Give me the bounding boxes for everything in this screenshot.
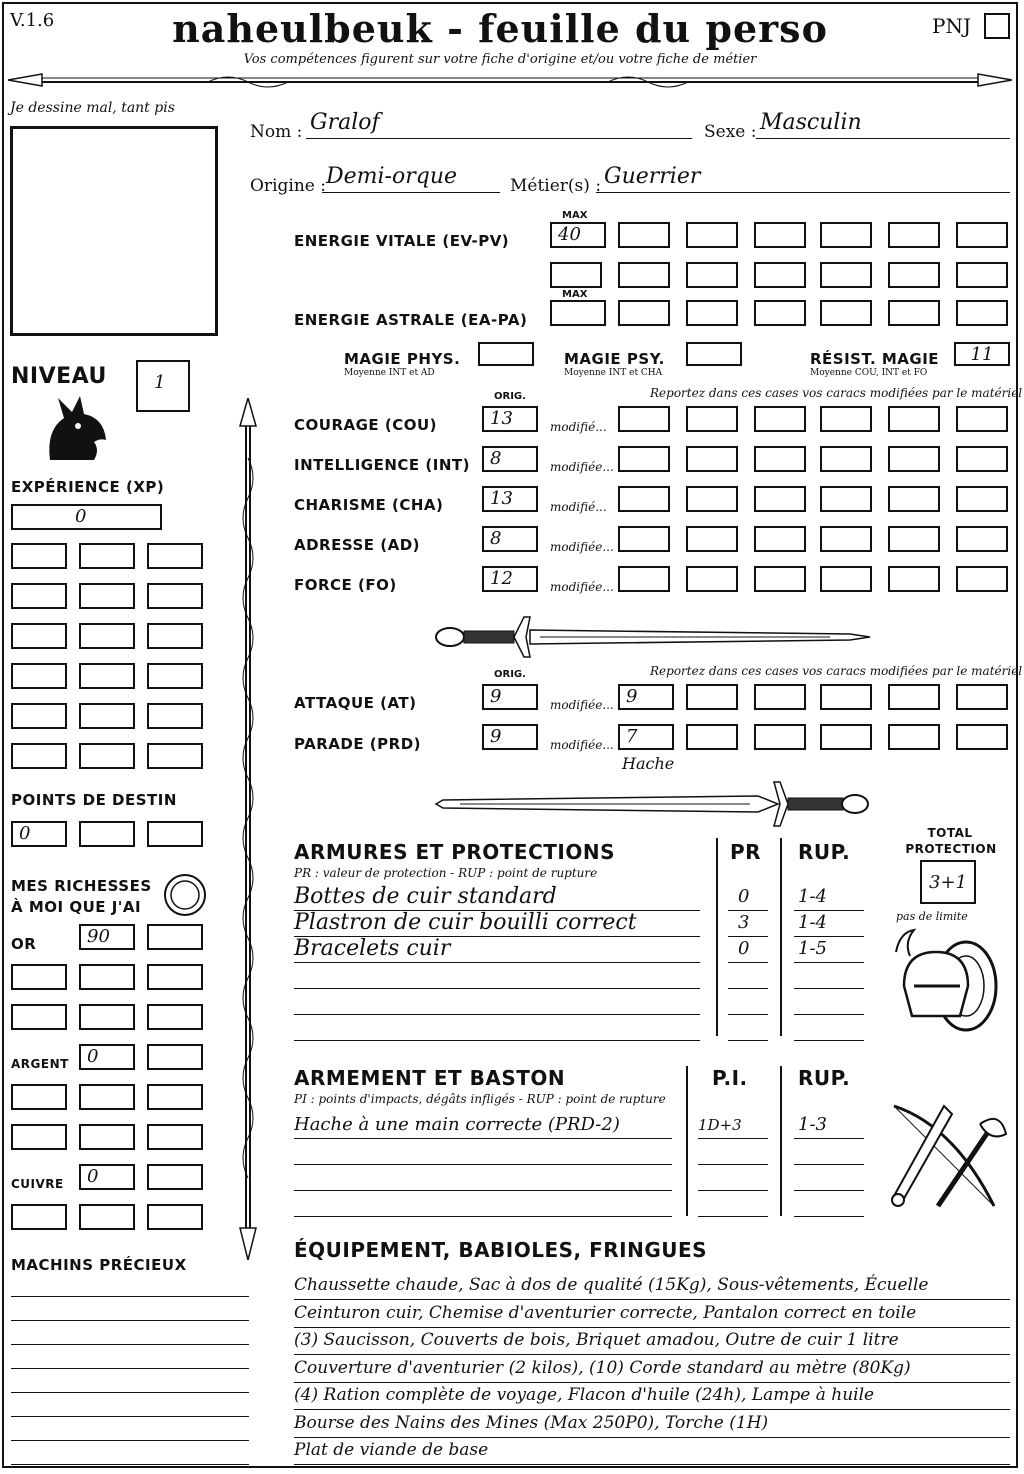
- at-mod-box[interactable]: [820, 684, 872, 710]
- resist-magie-sub: Moyenne COU, INT et FO: [810, 368, 928, 378]
- magie-psy-sub: Moyenne INT et CHA: [564, 368, 663, 378]
- equipement-line[interactable]: [294, 1437, 1010, 1465]
- resist-magie-value: 11: [970, 344, 994, 365]
- xp-box[interactable]: [11, 623, 67, 649]
- xp-box[interactable]: [79, 743, 135, 769]
- arme-pi-field[interactable]: [698, 1164, 768, 1191]
- or-box[interactable]: [11, 1004, 67, 1030]
- arme-pi: 1D+3: [698, 1116, 742, 1134]
- xp-box[interactable]: [11, 583, 67, 609]
- total-note: pas de limite: [896, 910, 968, 923]
- carac-mod-box[interactable]: [956, 486, 1008, 512]
- armure-pr-field[interactable]: [728, 910, 768, 937]
- cuivre-box[interactable]: [79, 1204, 135, 1230]
- arme-pi-field[interactable]: [698, 1112, 768, 1139]
- ev-box[interactable]: [956, 262, 1008, 288]
- page-title: naheulbeuk - feuille du perso: [172, 6, 828, 51]
- armure-name-field[interactable]: [294, 910, 700, 937]
- portrait-box[interactable]: [10, 126, 218, 336]
- carac-mod-box[interactable]: [754, 446, 806, 472]
- carac-mod-box[interactable]: [618, 486, 670, 512]
- at-mod-label: modifiée...: [550, 698, 614, 712]
- carac-label: ADRESSE (AD): [294, 536, 421, 554]
- carac-mod-box[interactable]: [754, 406, 806, 432]
- carac-mod-label: modifiée...: [550, 460, 614, 474]
- cuivre-box[interactable]: [147, 1204, 203, 1230]
- cuivre-value: 0: [87, 1166, 99, 1187]
- xp-box[interactable]: [147, 583, 203, 609]
- destin-label: POINTS DE DESTIN: [11, 791, 177, 809]
- armure-rup: 1-4: [798, 886, 827, 907]
- carac-mod-box[interactable]: [618, 566, 670, 592]
- arme-name: Hache à une main correcte (PRD-2): [294, 1114, 620, 1135]
- nom-value: Gralof: [310, 110, 380, 135]
- ev-box[interactable]: [618, 222, 670, 248]
- origine-value: Demi-orque: [326, 164, 458, 189]
- carac-mod-box[interactable]: [956, 406, 1008, 432]
- ea-box[interactable]: [888, 300, 940, 326]
- argent-box[interactable]: [11, 1084, 67, 1110]
- at-mod-box[interactable]: [618, 684, 674, 710]
- destin-box[interactable]: [11, 821, 67, 847]
- carac-mod-box[interactable]: [754, 566, 806, 592]
- armure-pr-field[interactable]: [728, 962, 768, 989]
- xp-box[interactable]: [79, 543, 135, 569]
- xp-box[interactable]: [79, 703, 135, 729]
- at-mod-box[interactable]: [686, 684, 738, 710]
- carac-mod-label: modifiée...: [550, 540, 614, 554]
- carac-mod-box[interactable]: [888, 486, 940, 512]
- armement-title: ARMEMENT ET BASTON: [294, 1066, 566, 1090]
- carac-orig-box[interactable]: [482, 566, 538, 592]
- sword-icon: [430, 612, 875, 662]
- armure-pr-field[interactable]: [728, 988, 768, 1015]
- or-value: 90: [87, 926, 110, 947]
- version-label: V.1.6: [10, 10, 55, 31]
- ev-max-value: 40: [558, 224, 581, 245]
- argent-box[interactable]: [147, 1124, 203, 1150]
- carac-mod-box[interactable]: [686, 406, 738, 432]
- ev-box[interactable]: [820, 262, 872, 288]
- total-protection-value: 3+1: [929, 872, 967, 893]
- carac-orig-box[interactable]: [482, 526, 538, 552]
- armure-name-field[interactable]: [294, 936, 700, 963]
- richesses-label: MES RICHESSES: [11, 877, 152, 895]
- argent-box[interactable]: [79, 1124, 135, 1150]
- resist-magie-label: RÉSIST. MAGIE: [810, 350, 940, 368]
- precieux-label: MACHINS PRÉCIEUX: [11, 1256, 187, 1274]
- destin-value: 0: [19, 823, 31, 844]
- arme-rup-field[interactable]: [794, 1190, 864, 1217]
- dragon-icon: [40, 392, 106, 464]
- armure-pr: 3: [738, 912, 750, 933]
- argent-box[interactable]: [79, 1044, 135, 1070]
- precieux-line[interactable]: [11, 1442, 249, 1465]
- ea-box[interactable]: [754, 300, 806, 326]
- xp-box[interactable]: [147, 543, 203, 569]
- xp-box[interactable]: [79, 623, 135, 649]
- arme-pi-field[interactable]: [698, 1190, 768, 1217]
- xp-box[interactable]: [147, 623, 203, 649]
- ea-box[interactable]: [956, 300, 1008, 326]
- carac-mod-box[interactable]: [820, 526, 872, 552]
- carac-orig-value: 13: [490, 408, 513, 429]
- or-box[interactable]: [147, 1004, 203, 1030]
- carac-mod-box[interactable]: [686, 486, 738, 512]
- or-box[interactable]: [79, 1004, 135, 1030]
- niveau-box[interactable]: [136, 360, 190, 412]
- nom-label: Nom :: [250, 122, 303, 142]
- xp-value: 0: [75, 506, 87, 527]
- magie-psy-label: MAGIE PSY.: [564, 350, 665, 368]
- equipement-text: Ceinturon cuir, Chemise d'aventurier correcte, Pantalon correct en toile: [294, 1302, 917, 1323]
- ev-box[interactable]: [686, 262, 738, 288]
- weapons-icon: [884, 1096, 1008, 1216]
- coin-icon: [162, 872, 208, 918]
- carac-mod-box[interactable]: [956, 526, 1008, 552]
- prd-mod-box[interactable]: [888, 724, 940, 750]
- armure-rup: 1-5: [798, 938, 827, 959]
- prd-mod-label: modifiée...: [550, 738, 614, 752]
- carac-label: FORCE (FO): [294, 576, 397, 594]
- armure-name-field[interactable]: [294, 1014, 700, 1041]
- ev-box[interactable]: [686, 222, 738, 248]
- carac-mod-label: modifié...: [550, 420, 607, 434]
- ev-box[interactable]: [618, 262, 670, 288]
- armure-rup-field[interactable]: [794, 962, 864, 989]
- xp-box[interactable]: [147, 743, 203, 769]
- column-divider: [686, 1066, 688, 1216]
- weapon-note: Hache: [622, 754, 675, 773]
- carac-mod-box[interactable]: [686, 566, 738, 592]
- xp-box[interactable]: [11, 543, 67, 569]
- equipement-line[interactable]: [294, 1410, 1010, 1438]
- column-divider: [780, 1066, 782, 1216]
- equipement-line[interactable]: [294, 1327, 1010, 1355]
- column-divider: [780, 838, 782, 1036]
- armure-pr: 0: [738, 938, 750, 959]
- carac-mod-box[interactable]: [888, 526, 940, 552]
- spear-divider-icon: [8, 68, 1012, 96]
- precieux-line[interactable]: [11, 1418, 249, 1441]
- prd-label: PARADE (PRD): [294, 735, 422, 753]
- arme-pi-field[interactable]: [698, 1138, 768, 1165]
- column-divider: [716, 838, 718, 1036]
- carac-mod-box[interactable]: [618, 526, 670, 552]
- sexe-field[interactable]: [756, 110, 1010, 139]
- arme-rup-field[interactable]: [794, 1138, 864, 1165]
- prd-mod-box[interactable]: [618, 724, 674, 750]
- or-box[interactable]: [79, 924, 135, 950]
- equipement-title: ÉQUIPEMENT, BABIOLES, FRINGUES: [294, 1238, 708, 1262]
- magie-phys-sub: Moyenne INT et AD: [344, 368, 435, 378]
- magie-phys-box[interactable]: [478, 342, 534, 366]
- cuivre-box[interactable]: [11, 1204, 67, 1230]
- pi-header: P.I.: [712, 1066, 748, 1090]
- sexe-value: Masculin: [760, 110, 862, 135]
- ev-max-label: MAX: [562, 210, 588, 221]
- origine-label: Origine :: [250, 176, 326, 196]
- or-box[interactable]: [79, 964, 135, 990]
- prd-mod-box[interactable]: [820, 724, 872, 750]
- armure-name: Bracelets cuir: [294, 936, 451, 961]
- equipement-text: Plat de viande de base: [294, 1440, 489, 1460]
- ea-box[interactable]: [618, 300, 670, 326]
- carac-mod-box[interactable]: [956, 566, 1008, 592]
- armure-rup-field[interactable]: [794, 1014, 864, 1041]
- ev-max-box[interactable]: [550, 222, 606, 248]
- at-mod-box[interactable]: [888, 684, 940, 710]
- carac-orig-box[interactable]: [482, 406, 538, 432]
- carac-mod-box[interactable]: [820, 566, 872, 592]
- precieux-line[interactable]: [11, 1370, 249, 1393]
- resist-magie-box[interactable]: [954, 342, 1010, 366]
- armures-title: ARMURES ET PROTECTIONS: [294, 840, 615, 864]
- precieux-line[interactable]: [11, 1346, 249, 1369]
- carac-mod-box[interactable]: [820, 486, 872, 512]
- xp-box[interactable]: [79, 663, 135, 689]
- pnj-label: PNJ: [932, 14, 971, 38]
- at-orig-value: 9: [490, 686, 502, 707]
- sword-icon: [430, 778, 875, 830]
- carac-mod-box[interactable]: [686, 526, 738, 552]
- armure-rup: 1-4: [798, 912, 827, 933]
- carac-orig-value: 12: [490, 568, 513, 589]
- combat-orig-label: ORIG.: [494, 669, 526, 680]
- carac-orig-value: 8: [490, 448, 502, 469]
- armure-name-field[interactable]: [294, 988, 700, 1015]
- rup-header: RUP.: [798, 1066, 851, 1090]
- equipement-line[interactable]: [294, 1355, 1010, 1383]
- arme-rup-field[interactable]: [794, 1164, 864, 1191]
- equipement-text: (4) Ration complète de voyage, Flacon d'huile (24h), Lampe à huile: [294, 1385, 875, 1405]
- equipement-line[interactable]: [294, 1382, 1010, 1410]
- carac-mod-box[interactable]: [618, 446, 670, 472]
- sexe-label: Sexe :: [704, 122, 757, 142]
- equipement-text: (3) Saucisson, Couverts de bois, Briquet amadou, Outre de cuir 1 litre: [294, 1330, 899, 1350]
- rup-header: RUP.: [798, 840, 851, 864]
- equipement-text: Bourse des Nains des Mines (Max 250P0), Torche (1H): [294, 1412, 769, 1433]
- carac-orig-value: 13: [490, 488, 513, 509]
- at-mod-box[interactable]: [956, 684, 1008, 710]
- destin-box[interactable]: [79, 821, 135, 847]
- carac-mod-box[interactable]: [888, 446, 940, 472]
- nom-field[interactable]: [306, 110, 692, 139]
- or-box[interactable]: [147, 924, 203, 950]
- richesses-label-2: À MOI QUE J'AI: [11, 898, 142, 916]
- carac-mod-box[interactable]: [888, 566, 940, 592]
- helmet-shield-icon: [890, 926, 1002, 1034]
- niveau-label: NIVEAU: [11, 364, 107, 389]
- cuivre-label: CUIVRE: [11, 1177, 64, 1191]
- xp-box[interactable]: [11, 663, 67, 689]
- arme-name-field[interactable]: [294, 1190, 672, 1217]
- carac-mod-label: modifié...: [550, 500, 607, 514]
- carac-mod-box[interactable]: [820, 446, 872, 472]
- at-label: ATTAQUE (AT): [294, 694, 417, 712]
- carac-mod-box[interactable]: [686, 446, 738, 472]
- carac-orig-value: 8: [490, 528, 502, 549]
- prd-mod-box[interactable]: [956, 724, 1008, 750]
- xp-box[interactable]: [147, 703, 203, 729]
- caracs-note: Reportez dans ces cases vos caracs modifiées par le matériel: [650, 386, 1023, 400]
- armure-pr: 0: [738, 886, 750, 907]
- prd-mod-box[interactable]: [686, 724, 738, 750]
- cuivre-box[interactable]: [147, 1164, 203, 1190]
- or-box[interactable]: [11, 964, 67, 990]
- arme-rup-field[interactable]: [794, 1112, 864, 1139]
- carac-orig-box[interactable]: [482, 446, 538, 472]
- ea-box[interactable]: [820, 300, 872, 326]
- carac-mod-box[interactable]: [754, 486, 806, 512]
- armure-name-field[interactable]: [294, 962, 700, 989]
- pnj-checkbox[interactable]: [984, 13, 1010, 39]
- ev-box[interactable]: [956, 222, 1008, 248]
- argent-box[interactable]: [147, 1084, 203, 1110]
- armure-name-field[interactable]: [294, 884, 700, 911]
- precieux-line[interactable]: [11, 1394, 249, 1417]
- xp-box[interactable]: [79, 583, 135, 609]
- xp-box[interactable]: [147, 663, 203, 689]
- equipement-line[interactable]: [294, 1272, 1010, 1300]
- metier-field[interactable]: [596, 164, 1010, 193]
- argent-box[interactable]: [11, 1124, 67, 1150]
- arme-name-field[interactable]: [294, 1138, 672, 1165]
- armures-sub: PR : valeur de protection - RUP : point de rupture: [294, 866, 598, 880]
- at-mod-value: 9: [626, 686, 638, 707]
- ev-box[interactable]: [754, 262, 806, 288]
- carac-mod-box[interactable]: [956, 446, 1008, 472]
- prd-mod-value: 7: [626, 726, 638, 747]
- total-protection-box[interactable]: [920, 860, 976, 904]
- cuivre-box[interactable]: [79, 1164, 135, 1190]
- caracs-orig-label: ORIG.: [494, 391, 526, 402]
- xp-box[interactable]: [11, 743, 67, 769]
- metier-label: Métier(s) :: [510, 176, 602, 196]
- destin-box[interactable]: [147, 821, 203, 847]
- niveau-value: 1: [154, 372, 166, 393]
- armure-rup-field[interactable]: [794, 910, 864, 937]
- magie-phys-label: MAGIE PHYS.: [344, 350, 461, 368]
- total-label-2: PROTECTION: [905, 842, 997, 856]
- ev-box[interactable]: [888, 262, 940, 288]
- ev-box[interactable]: [888, 222, 940, 248]
- spear-icon: [234, 398, 262, 1260]
- total-label: TOTAL: [927, 826, 973, 840]
- carac-mod-box[interactable]: [618, 406, 670, 432]
- armure-pr-field[interactable]: [728, 884, 768, 911]
- carac-label: CHARISME (CHA): [294, 496, 444, 514]
- armure-name: Bottes de cuir standard: [294, 884, 557, 909]
- metier-value: Guerrier: [604, 164, 701, 189]
- magie-psy-box[interactable]: [686, 342, 742, 366]
- prd-orig-value: 9: [490, 726, 502, 747]
- prd-mod-box[interactable]: [754, 724, 806, 750]
- argent-box[interactable]: [147, 1044, 203, 1070]
- carac-orig-box[interactable]: [482, 486, 538, 512]
- carac-mod-label: modifiée...: [550, 580, 614, 594]
- carac-mod-box[interactable]: [888, 406, 940, 432]
- ea-max-label: MAX: [562, 289, 588, 300]
- precieux-line[interactable]: [11, 1298, 249, 1321]
- pr-header: PR: [730, 840, 762, 864]
- equipement-text: Chaussette chaude, Sac à dos de qualité (15Kg), Sous-vêtements, Écuelle: [294, 1275, 929, 1295]
- carac-mod-box[interactable]: [820, 406, 872, 432]
- xp-box[interactable]: [11, 504, 162, 530]
- armure-name: Plastron de cuir bouilli correct: [294, 910, 637, 935]
- armement-sub: PI : points d'impacts, dégâts infligés - RUP : point de rupture: [294, 1092, 666, 1106]
- precieux-line[interactable]: [11, 1322, 249, 1345]
- ev-box[interactable]: [550, 262, 602, 288]
- portrait-caption: Je dessine mal, tant pis: [10, 100, 175, 116]
- carac-label: INTELLIGENCE (INT): [294, 456, 470, 474]
- or-box[interactable]: [147, 964, 203, 990]
- armure-pr-field[interactable]: [728, 936, 768, 963]
- arme-name-field[interactable]: [294, 1112, 672, 1139]
- at-orig-box[interactable]: [482, 684, 538, 710]
- arme-name-field[interactable]: [294, 1164, 672, 1191]
- argent-label: ARGENT: [11, 1057, 69, 1071]
- xp-box[interactable]: [11, 703, 67, 729]
- ea-box[interactable]: [686, 300, 738, 326]
- armure-pr-field[interactable]: [728, 1014, 768, 1041]
- armure-rup-field[interactable]: [794, 936, 864, 963]
- ea-max-box[interactable]: [550, 300, 606, 326]
- equipement-line[interactable]: [294, 1300, 1010, 1328]
- arme-rup: 1-3: [798, 1114, 827, 1135]
- origine-field[interactable]: [322, 164, 500, 193]
- precieux-line[interactable]: [11, 1274, 249, 1297]
- page-subtitle: Vos compétences figurent sur votre fiche d'origine et/ou votre fiche de métier: [243, 52, 757, 67]
- argent-value: 0: [87, 1046, 99, 1067]
- argent-box[interactable]: [79, 1084, 135, 1110]
- armure-rup-field[interactable]: [794, 884, 864, 911]
- armure-rup-field[interactable]: [794, 988, 864, 1015]
- at-mod-box[interactable]: [754, 684, 806, 710]
- ev-box[interactable]: [754, 222, 806, 248]
- carac-label: COURAGE (COU): [294, 416, 438, 434]
- ea-label: ENERGIE ASTRALE (EA-PA): [294, 311, 528, 329]
- prd-orig-box[interactable]: [482, 724, 538, 750]
- combat-note: Reportez dans ces cases vos caracs modifiées par le matériel: [650, 664, 1023, 678]
- ev-box[interactable]: [820, 222, 872, 248]
- equipement-text: Couverture d'aventurier (2 kilos), (10) Corde standard au mètre (80Kg): [294, 1357, 911, 1378]
- ev-label: ENERGIE VITALE (EV-PV): [294, 232, 510, 250]
- or-label: OR: [11, 935, 37, 953]
- xp-label: EXPÉRIENCE (XP): [11, 478, 165, 496]
- carac-mod-box[interactable]: [754, 526, 806, 552]
